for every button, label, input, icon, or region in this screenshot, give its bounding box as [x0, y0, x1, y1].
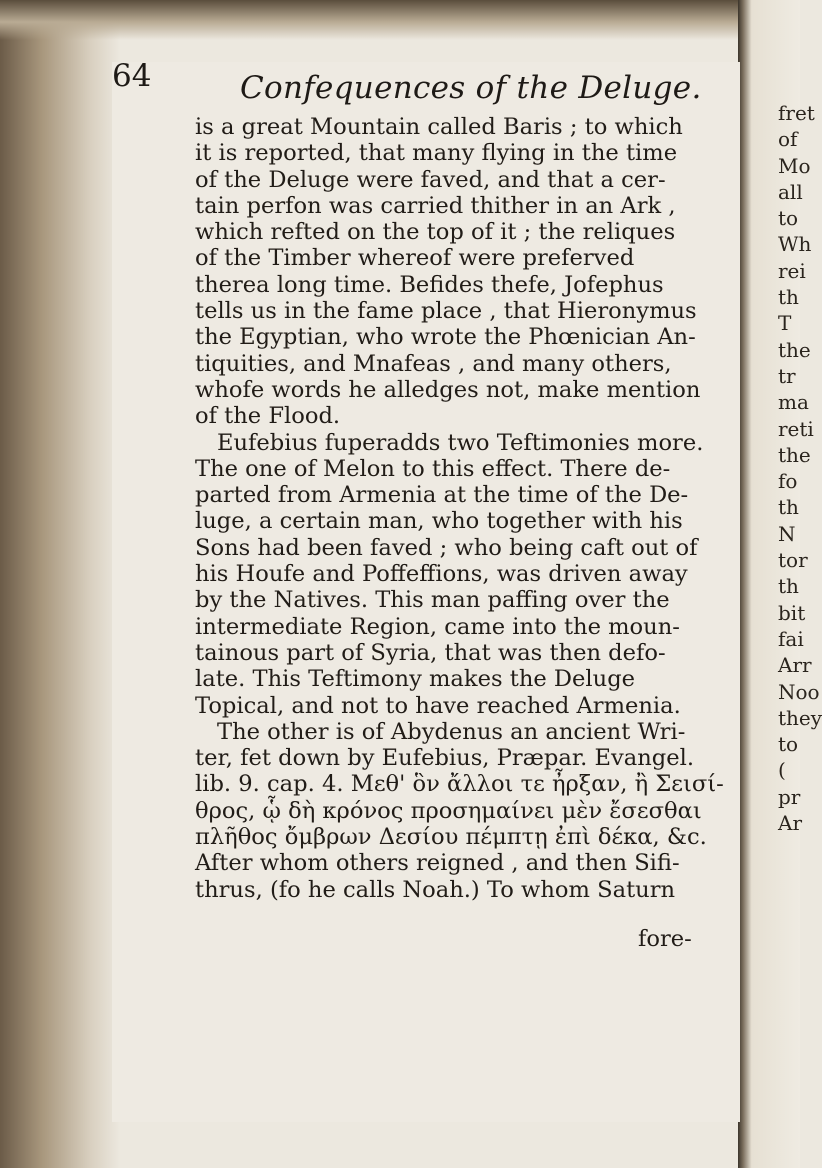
text-line: Topical, and not to have reached Armenia. — [195, 692, 681, 719]
margin-fragment: th — [778, 285, 799, 310]
book-gutter-left — [0, 0, 120, 1168]
book-top-edge — [0, 0, 800, 40]
margin-fragment: tor — [778, 548, 808, 573]
text-line: which refted on the top of it ; the reliques — [195, 219, 676, 246]
catchword: fore- — [638, 926, 692, 952]
margin-fragment: of — [778, 127, 798, 152]
margin-fragment: N — [778, 521, 796, 546]
margin-fragment: Ar — [778, 811, 803, 836]
margin-fragment: to — [778, 732, 799, 757]
text-line: by the Natives. This man paffing over the — [195, 587, 670, 614]
margin-fragment: fo — [778, 469, 798, 494]
text-line: parted from Armenia at the time of the De- — [195, 482, 689, 509]
margin-fragment: fret — [778, 101, 815, 125]
text-line: lib. 9. cap. 4. Μεθ' ὃν ἄλλοι τε ἦρξαν, ἢ Σεισί- — [195, 771, 724, 798]
text-line: tainous part of Syria, that was then defo- — [195, 639, 666, 666]
margin-fragment: the — [778, 337, 811, 362]
text-line: tain perfon was carried thither in an Ark , — [195, 192, 676, 219]
text-line: After whom others reigned , and then Sifi- — [195, 850, 680, 877]
text-line: intermediate Region, came into the moun- — [195, 613, 680, 640]
body-text — [195, 114, 735, 903]
text-line: ter, fet down by Eufebius, Præpar. Evangel. — [195, 745, 695, 772]
margin-fragment: bit — [778, 600, 806, 625]
margin-fragment: Mo — [778, 153, 811, 178]
text-line: The one of Melon to this effect. There de- — [195, 455, 671, 482]
margin-fragment: th — [778, 574, 799, 599]
page-number: 64 — [112, 58, 152, 94]
margin-fragment: Arr — [778, 653, 812, 678]
margin-fragment: fai — [778, 626, 804, 651]
text-line: luge, a certain man, who together with his — [195, 508, 683, 535]
text-line: of the Deluge were faved, and that a cer- — [195, 166, 666, 193]
margin-fragment: rei — [778, 258, 806, 283]
margin-fragment: reti — [778, 416, 814, 441]
margin-fragment: they — [778, 705, 822, 730]
text-line: is a great Mountain called Baris ; to which — [195, 114, 683, 140]
text-line: late. This Teftimony makes the Deluge — [195, 666, 636, 693]
margin-fragment: all — [778, 179, 803, 204]
text-line: his Houfe and Poffeffions, was driven away — [195, 561, 688, 588]
facing-page-margin-text — [778, 100, 822, 836]
text-line: therea long time. Befides thefe, Jofephus — [195, 271, 664, 298]
text-line: tiquities, and Mnafeas , and many others, — [195, 350, 672, 377]
text-line: thrus, (fo he calls Noah.) To whom Saturn — [195, 876, 676, 903]
margin-fragment: the — [778, 442, 811, 467]
margin-fragment: T — [778, 311, 792, 336]
text-line: The other is of Abydenus an ancient Wri- — [217, 718, 686, 745]
margin-fragment: pr — [778, 784, 801, 809]
margin-fragment: th — [778, 495, 799, 520]
margin-fragment: to — [778, 206, 799, 231]
text-line: Sons had been faved ; who being caft out of — [195, 534, 698, 561]
margin-fragment: Noo — [778, 679, 820, 704]
margin-fragment: ( — [778, 758, 786, 783]
text-line: the Egyptian, who wrote the Phœnician An- — [195, 324, 696, 351]
text-line: of the Flood. — [195, 403, 341, 430]
text-line: πλῆθος ὄμβρων Δεσίου πέμπτῃ ἐπὶ δέκα, &c. — [195, 824, 707, 851]
margin-fragment: tr — [778, 363, 796, 388]
text-line: it is reported, that many flying in the time — [195, 140, 678, 167]
text-line: of the Timber whereof were preferved — [195, 245, 635, 272]
margin-fragment: Wh — [778, 232, 812, 257]
running-head: Confequences of the Deluge. — [240, 70, 702, 106]
margin-fragment: ma — [778, 390, 809, 415]
text-line: θρος, ᾧ δὴ κρόνος προσημαίνει μὲν ἔσεσθαι — [195, 797, 702, 824]
text-line: Eufebius fuperadds two Teftimonies more. — [217, 429, 704, 456]
text-line: tells us in the fame place , that Hieronymus — [195, 298, 697, 325]
text-line: whofe words he alledges not, make mention — [195, 376, 701, 403]
